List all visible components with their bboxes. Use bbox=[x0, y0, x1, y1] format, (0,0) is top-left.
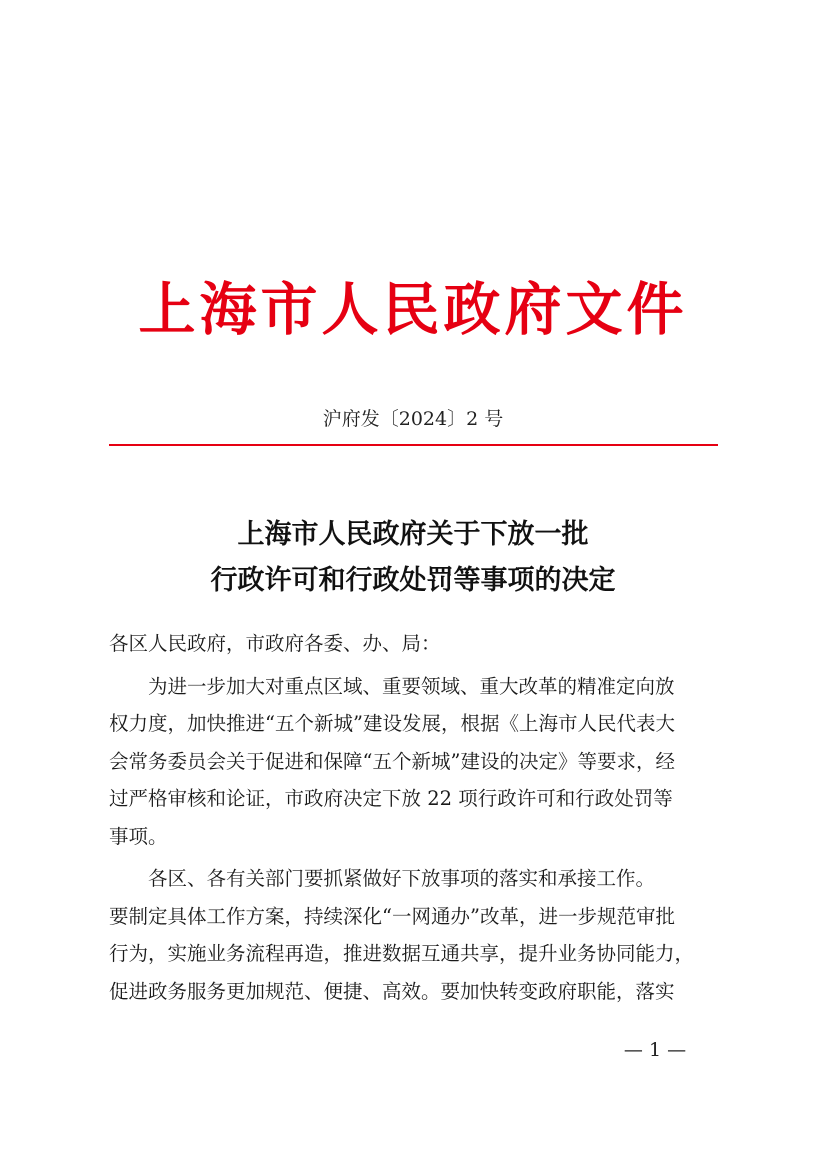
document-number: 沪府发〔2024〕2 号 bbox=[322, 408, 504, 430]
paragraph-2-line: 行为，实施业务流程再造，推进数据互通共享，提升业务协同能力， bbox=[109, 942, 695, 965]
paragraph-2 bbox=[109, 860, 718, 1010]
document-masthead: 上海市人民政府文件 bbox=[138, 276, 688, 343]
paragraph-2-line: 促进政务服务更加规范、便捷、高效。要加快转变政府职能，落实 bbox=[109, 979, 675, 1003]
document-title bbox=[0, 512, 826, 604]
paragraph-1-line: 为进一步加大对重点区域、重要领域、重大改革的精准定向放 bbox=[148, 674, 675, 698]
paragraph-2-line: 要制定具体工作方案，持续深化“一网通办”改革，进一步规范审批 bbox=[109, 904, 675, 928]
paragraph-2-line: 各区、各有关部门要抓紧做好下放事项的落实和承接工作。 bbox=[148, 867, 656, 890]
page-number: — 1 — bbox=[623, 1039, 687, 1061]
paragraph-1-line: 权力度，加快推进“五个新城”建设发展，根据《上海市人民代表大 bbox=[109, 712, 675, 735]
paragraph-1-line: 过严格审核和论证，市政府决定下放 22 项行政许可和行政处罚等 bbox=[109, 787, 673, 810]
salutation: 各区人民政府，市政府各委、办、局： bbox=[109, 632, 441, 655]
paragraph-1-line: 会常务委员会关于促进和保障“五个新城”建设的决定》等要求，经 bbox=[109, 749, 675, 773]
document-body bbox=[109, 625, 718, 1010]
title-line-2: 行政许可和行政处罚等事项的决定 bbox=[210, 565, 616, 596]
title-line-1: 上海市人民政府关于下放一批 bbox=[237, 519, 589, 550]
red-divider-line bbox=[109, 444, 718, 446]
paragraph-1 bbox=[109, 668, 718, 856]
paragraph-1-line: 事项。 bbox=[109, 824, 168, 848]
